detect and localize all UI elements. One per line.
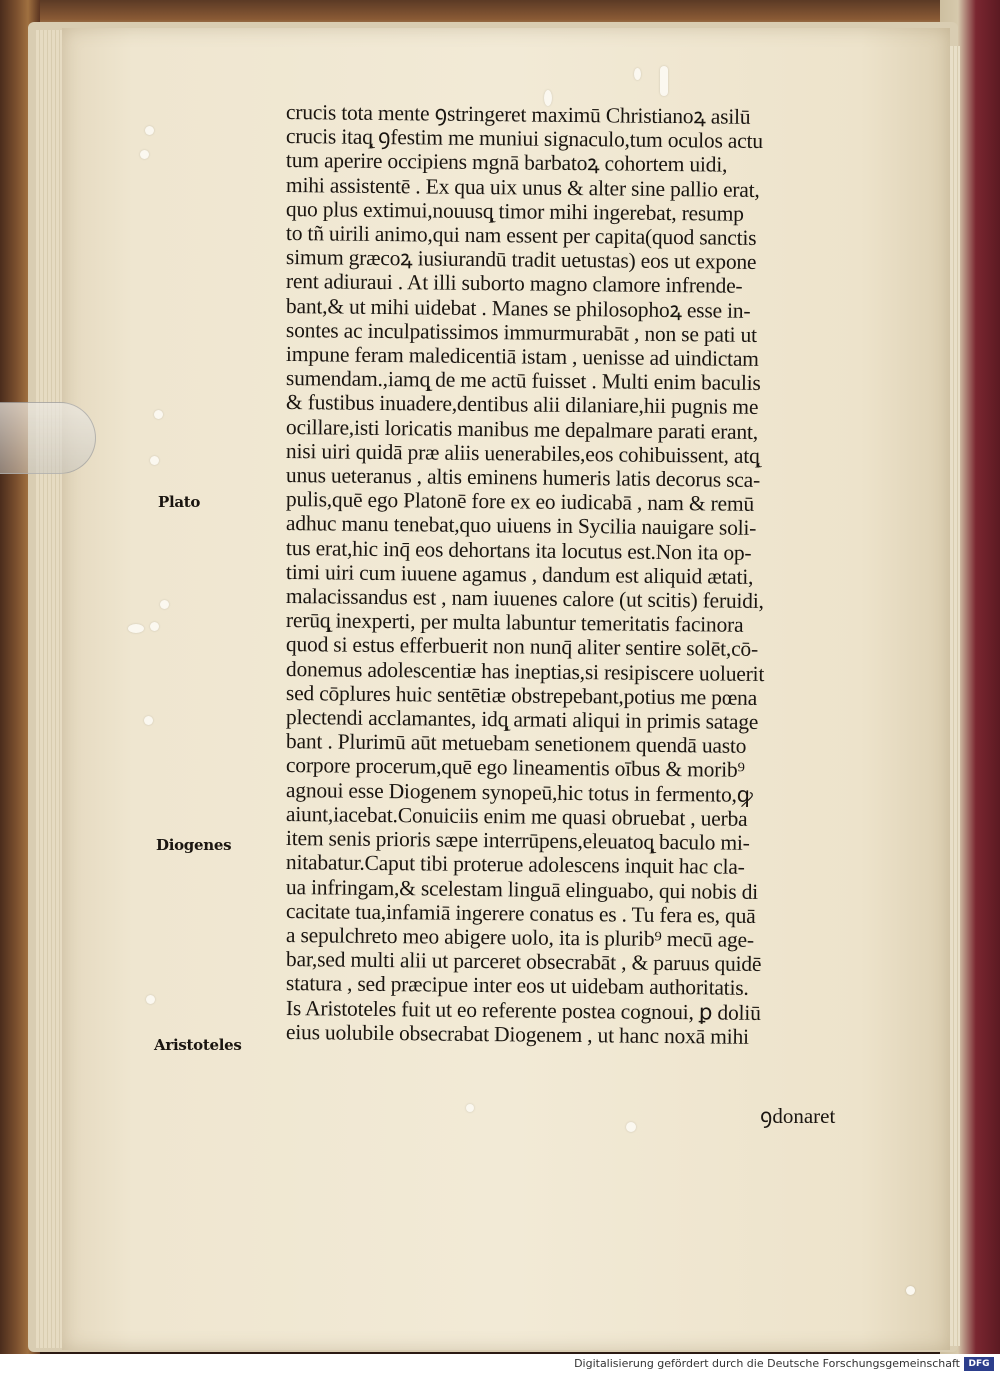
worm-hole <box>128 624 144 633</box>
worm-hole <box>150 456 159 465</box>
page-clip <box>0 402 96 474</box>
dfg-logo: DFG <box>964 1357 994 1371</box>
worm-hole <box>634 68 641 80</box>
text-line: impune feram maledicentiā istam , uenisse ad uindictam <box>285 342 759 371</box>
margin-note-plato: Plato <box>158 493 201 511</box>
worm-hole <box>146 995 155 1004</box>
text-line: to tñ uirili animo,qui nam essent per capita(quod sanctis <box>285 221 757 250</box>
text-line: sontes ac inculpatissimos immurmurabāt , non se pati ut <box>285 317 757 347</box>
text-line: a sepulchreto meo abigere uolo, ita is plurib⁹ mecū age- <box>285 922 755 952</box>
worm-hole <box>626 1122 636 1132</box>
worm-hole <box>466 1104 474 1112</box>
text-line: ua infringam,& scelestam linguā elinguabo, qui nobis di <box>285 874 759 904</box>
text-line: malacissandus est , nam iuuenes calore (ut scitis) feruidi, <box>285 584 764 614</box>
text-line: plectendi acclamantes, idq̨ armati aliqui in primis satage <box>285 705 759 735</box>
text-line: crucis tota mente ꝯstringeret maximū Christianoꝝ asilū <box>285 100 751 129</box>
worm-hole <box>160 600 169 609</box>
text-line: agnoui esse Diogenem synopeū,hic totus in fermento,ꝙ <box>285 777 753 807</box>
margin-note-aristoteles: Aristoteles <box>154 1036 242 1054</box>
worm-hole <box>144 716 153 725</box>
text-line: adhuc manu tenebat,quo uiuens in Sycilia nauigare soli- <box>285 511 757 541</box>
main-text-block <box>285 100 886 1049</box>
text-line: sumendam.,iamq̨ de me actū fuisset . Multi enim baculis <box>285 366 761 396</box>
worm-hole <box>154 410 163 419</box>
text-line: pulis,quē ego Platonē fore ex eo iudicabā , nam & remū <box>285 487 755 517</box>
text-line: & fustibus inuadere,dentibus alii dilaniare,hii pugnis me <box>285 390 759 420</box>
text-line: aiunt,iacebat.Conuiciis enim me quasi obruebat , uerba <box>285 801 748 831</box>
text-line: bant,& ut mihi uidebat . Manes se philosophoꝝ esse in- <box>285 293 751 323</box>
funding-credit: Digitalisierung gefördert durch die Deutsche Forschungsgemeinschaft <box>574 1357 960 1370</box>
worm-hole <box>145 126 154 135</box>
text-line: nisi uiri quidā præ aliis uenerabiles,eos cohibuissent, atq̨ <box>285 438 760 468</box>
text-line: bant . Plurimū aūt metuebam senetionem quendā uasto <box>285 729 747 759</box>
text-line: mihi assistentē . Ex qua uix unus & alter sine pallio erat, <box>285 172 760 202</box>
text-line: quod si estus efferbuerit non nunq̄ aliter sentire solēt,cō- <box>285 632 759 662</box>
text-line: simum græcoꝝ iusiurandū tradit uetustas) eos ut expone <box>285 245 757 275</box>
text-line: bar,sed multi alii ut parceret obsecrabāt , & paruus quidē <box>285 947 762 977</box>
worm-hole <box>140 150 149 159</box>
worm-hole <box>660 66 668 96</box>
text-line: timi uiri cum iuuene agamus , dandum est aliquid ætati, <box>285 559 754 589</box>
text-line: unus ueteranus , altis eminens humeris latis decorus sca- <box>285 463 761 493</box>
catchword: ꝯdonaret <box>760 1104 836 1128</box>
margin-note-diogenes: Diogenes <box>156 836 232 854</box>
worm-hole <box>150 622 159 631</box>
text-line: tum aperire occipiens mgnā barbatoꝝ cohortem uidi, <box>285 148 728 178</box>
text-line: eius uolubile obsecrabat Diogenem , ut hanc noxā mihi <box>285 1019 749 1049</box>
text-line: statura , sed præcipue inter eos ut uidebam authoritatis. <box>285 971 749 1001</box>
text-line: item senis prioris sæpe interrūpens,eleuatoq̨ baculo mi- <box>285 826 750 855</box>
text-line: quo plus extimui,nouusq̨ timor mihi ingerebat, resump <box>285 196 744 226</box>
text-line: sed cōplures huic sentētiæ obstrepebant,potius me pœna <box>285 680 758 710</box>
footer-bar <box>0 1354 1000 1374</box>
text-line: tus erat,hic inq̄ eos dehortans ita locutus est.Non ita op- <box>285 535 752 565</box>
worm-hole <box>906 1286 915 1295</box>
text-line: corpore procerum,quē ego lineamentis oībus & morib⁹ <box>285 753 745 783</box>
text-line: nitabatur.Caput tibi proterue adolescens inquit hac cla- <box>285 850 745 880</box>
text-line: crucis itaq̨ ꝯfestim me muniui signaculo,tum oculos actu <box>285 124 764 154</box>
text-line: ocillare,isti loricatis manibus me depalmare parati erant, <box>285 414 759 444</box>
text-line: rerūq̨ inexperti, per multa labuntur temeritatis facinora <box>285 608 744 638</box>
text-line: rent adiuraui . At illi suborto magno clamore infrende- <box>285 269 743 299</box>
text-line: Is Aristoteles fuit ut eo referente postea cognoui, ꝑ doliū <box>285 995 761 1025</box>
text-line: cacitate tua,infamiā ingerere conatus es . Tu fera es, quā <box>285 898 756 928</box>
text-line: donemus adolescentiæ has ineptias,si resipiscere uoluerit <box>285 656 765 686</box>
